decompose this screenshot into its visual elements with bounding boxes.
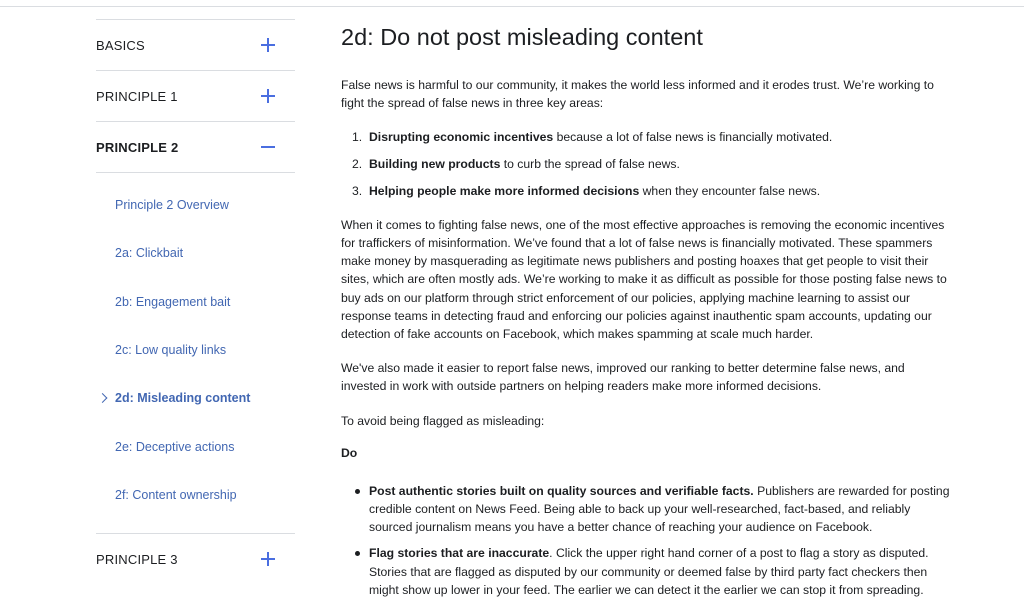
sidebar-section-principle-3[interactable]	[96, 533, 295, 584]
list-item-text: to curb the spread of false news.	[500, 157, 680, 172]
intro-paragraph: False news is harmful to our community, it makes the world less informed and it erodes trust. We’re working to fight the spread of false news in three key areas:	[341, 78, 934, 111]
reporting-paragraph: We've also made it easier to report false news, improved our ranking to better determine false news, and invested in work with outside partners on helping readers make more informed decisions.	[341, 361, 905, 394]
bullet-icon	[341, 544, 369, 599]
subnav-item-2d-active[interactable]	[96, 374, 295, 422]
section-title: PRINCIPLE 3	[96, 551, 178, 567]
principle-2-subnav	[96, 172, 295, 519]
subnav-item-2b[interactable]	[96, 278, 295, 326]
avoid-flagged-paragraph: To avoid being flagged as misleading:	[341, 413, 545, 428]
list-item-emphasis: Building new products	[369, 157, 501, 172]
key-areas-list	[341, 128, 951, 199]
list-item	[341, 155, 951, 173]
list-item-emphasis: Flag stories that are inaccurate	[369, 546, 550, 561]
collapse-minus-icon[interactable]	[261, 140, 275, 154]
list-item-text: Publishers are rewarded for posting credible content on News Feed. Being able to back up your well-researched, fact-based, and reliably sourced journalism means you have a better chance of reaching your audience on Facebook.	[369, 483, 950, 535]
subnav-item-2e[interactable]	[96, 422, 295, 470]
top-divider	[0, 6, 1024, 7]
list-item	[341, 482, 951, 537]
sidebar-section-basics[interactable]	[96, 19, 295, 70]
bullet-icon	[341, 482, 369, 537]
chevron-right-icon	[98, 393, 108, 403]
subnav-item-label: 2b: Engagement bait	[115, 294, 231, 309]
economic-incentives-paragraph: When it comes to fighting false news, one of the most effective approaches is removing the economic incentives for traffickers of misinformation. We’ve found that a lot of false news is financially motivated. These spammers make money by masquerading as legitimate news publishers and posting hoaxes that get people to visit their sites, which are often mostly ads. We’re working to make it as difficult as possible for those posting false news to buy ads on our platform through strict enforcement of our policies, applying machine learning to assist our response teams in detecting fraud and enforcing our policies against inauthentic spam accounts, updating our detection of fake accounts on Facebook, which makes spamming at scale much harder.	[341, 217, 947, 341]
subnav-item-label: 2e: Deceptive actions	[115, 439, 235, 454]
subnav-item-label: 2c: Low quality links	[115, 343, 227, 358]
section-title: PRINCIPLE 1	[96, 88, 178, 104]
sidebar-section-principle-2[interactable]	[96, 121, 295, 172]
sidebar-section-principle-1[interactable]	[96, 70, 295, 121]
list-item-text: . Click the upper right hand corner of a post to flag a story as disputed. Stories that are flagged as disputed by our community or deemed false by third party fact checkers then might show up lower in your feed. The earlier we can detect it the earlier we can stop it from spreading.	[369, 546, 929, 597]
subnav-item-label: 2d: Misleading content	[115, 391, 251, 406]
expand-plus-icon[interactable]	[261, 89, 275, 103]
subnav-item-overview[interactable]	[96, 181, 295, 229]
section-title: PRINCIPLE 2	[96, 139, 179, 155]
do-heading: Do	[341, 445, 358, 460]
list-item-emphasis: Post authentic stories built on quality sources and verifiable facts.	[369, 483, 754, 498]
expand-plus-icon[interactable]	[261, 552, 275, 566]
list-number: 3.	[352, 183, 363, 198]
sidebar-nav	[96, 19, 295, 584]
section-title: BASICS	[96, 37, 145, 53]
page-title: 2d: Do not post misleading content	[341, 24, 703, 50]
subnav-item-2a[interactable]	[96, 229, 295, 277]
list-item-emphasis: Disrupting economic incentives	[369, 130, 554, 145]
main-content	[341, 20, 951, 607]
subnav-item-label: Principle 2 Overview	[115, 198, 229, 213]
list-item	[341, 544, 951, 599]
list-number: 1.	[352, 130, 363, 145]
list-item-text: because a lot of false news is financially motivated.	[553, 130, 833, 145]
list-item-text: when they encounter false news.	[639, 183, 821, 198]
list-number: 2.	[352, 157, 363, 172]
subnav-item-2c[interactable]	[96, 326, 295, 374]
subnav-item-label: 2f: Content ownership	[115, 487, 237, 502]
list-item	[341, 182, 951, 200]
subnav-item-2f[interactable]	[96, 471, 295, 519]
list-item-emphasis: Helping people make more informed decisions	[369, 183, 640, 198]
do-list	[341, 482, 951, 599]
list-item	[341, 128, 951, 146]
subnav-item-label: 2a: Clickbait	[115, 246, 184, 261]
expand-plus-icon[interactable]	[261, 38, 275, 52]
